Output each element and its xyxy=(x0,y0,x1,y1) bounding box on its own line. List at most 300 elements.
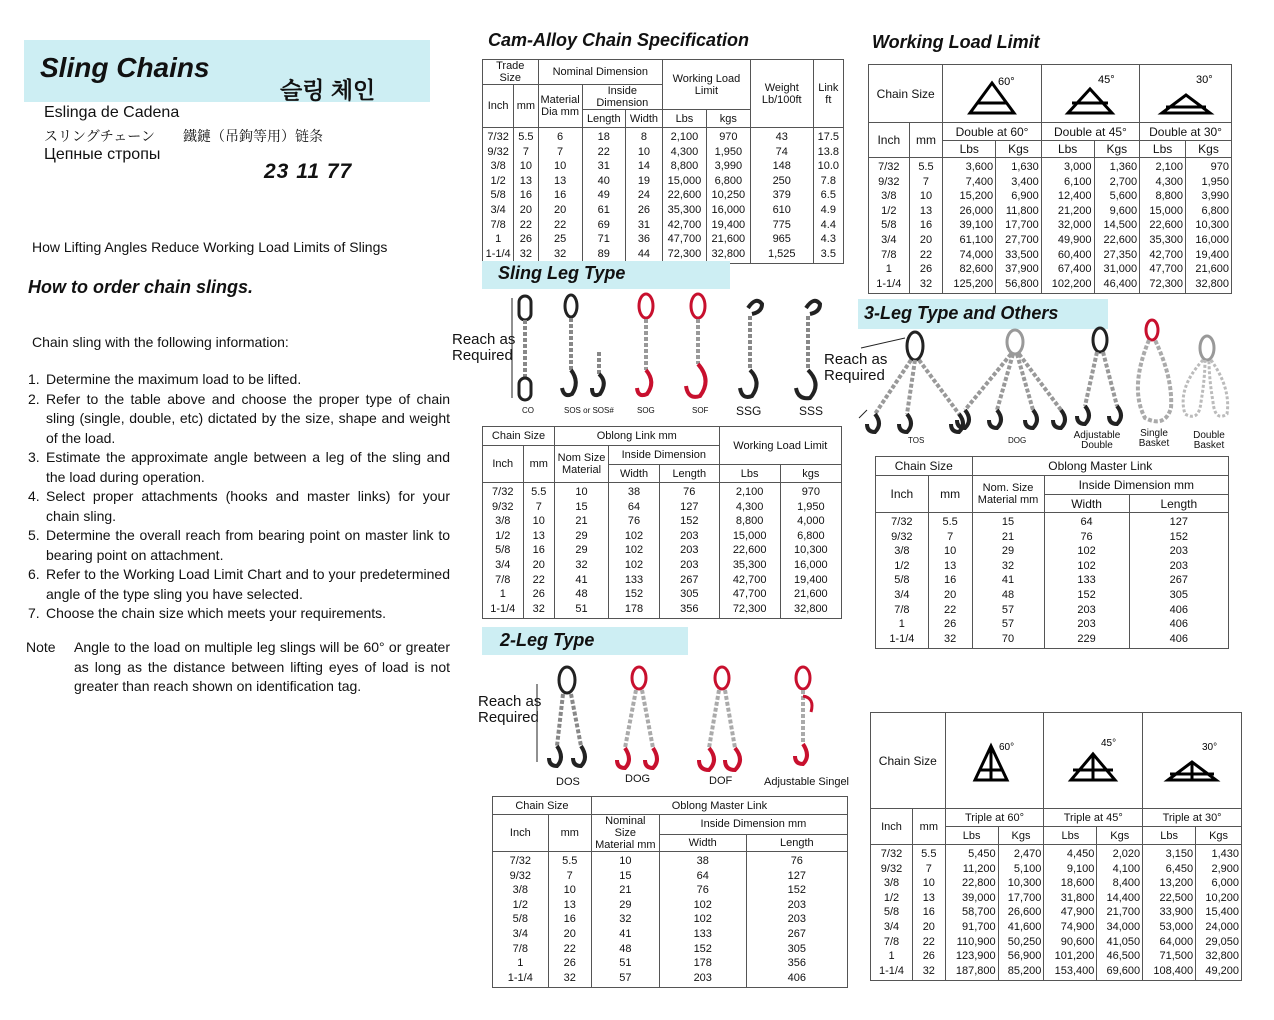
cell-value: 6,000 xyxy=(1211,877,1239,890)
cell-value: 29 xyxy=(575,544,588,557)
double-basket-illustration xyxy=(1183,336,1228,416)
cell-value: 42,700 xyxy=(1149,248,1184,261)
header-chain-size: Chain Size xyxy=(869,65,943,123)
dos-illustration xyxy=(537,667,585,766)
step-number: 1. xyxy=(28,371,40,387)
cell-value: 18 xyxy=(597,131,610,143)
cell-value: 15 xyxy=(619,869,632,882)
angle-45-label: 45° xyxy=(1098,73,1116,86)
triple-30-label: 30° xyxy=(1202,741,1218,753)
cell-value: 10 xyxy=(922,877,935,890)
cell-value: 7 xyxy=(925,862,932,875)
header-lbs: Lbs xyxy=(943,141,996,158)
cell-value: 21,600 xyxy=(794,588,828,601)
triple-45-icon xyxy=(1063,736,1123,786)
angle-30-label: 30° xyxy=(1195,73,1213,86)
cell-value: 148 xyxy=(772,160,791,173)
cell-value: 47,700 xyxy=(732,588,767,601)
cell-value: 970 xyxy=(801,486,821,498)
header-mm: mm xyxy=(523,446,554,483)
single-basket-illustration xyxy=(1138,320,1171,421)
cell-value: 1/2 xyxy=(490,174,506,187)
cell-value: 15,000 xyxy=(667,174,702,187)
header-width: Width xyxy=(609,465,660,483)
header-link: Link ft xyxy=(813,60,843,128)
order-step xyxy=(28,390,450,449)
page-title-korean: 슬링 체인 xyxy=(280,77,376,103)
col-inch xyxy=(871,845,913,981)
cell-value: 39,100 xyxy=(959,219,994,232)
cell-value: 10 xyxy=(519,160,533,173)
col-mm xyxy=(928,513,972,649)
cell-value: 3,990 xyxy=(714,160,743,173)
cell-value: 1,950 xyxy=(714,145,743,158)
cell-value: 1,525 xyxy=(767,247,796,260)
cell-value: 5.5 xyxy=(942,516,958,528)
cell-value: 16 xyxy=(919,219,933,232)
cell-value: 42,700 xyxy=(667,218,702,231)
cell-value: 970 xyxy=(1210,161,1229,173)
cell-value: 305 xyxy=(680,588,699,601)
header-inch: Inch xyxy=(876,476,929,513)
header-nom-size: Nom Size Material xyxy=(555,446,609,483)
label-sog: SOG xyxy=(637,406,655,415)
header-working-load: Working Load Limit xyxy=(662,60,750,110)
cell-value: 72,300 xyxy=(732,602,767,615)
cell-value: 16 xyxy=(519,189,533,202)
cell-value: 38 xyxy=(696,855,709,867)
cell-value: 20 xyxy=(944,588,957,601)
cell-value: 7/32 xyxy=(509,855,532,867)
cell-value: 32 xyxy=(532,602,545,615)
cell-value: 26 xyxy=(519,233,533,246)
header-inside-dimension: Inside Dimension mm xyxy=(659,815,847,835)
triple-60-icon xyxy=(965,736,1025,786)
cell-value: 102,200 xyxy=(1051,277,1092,290)
cell-value: 10 xyxy=(619,855,632,867)
cell-value: 42,700 xyxy=(732,573,767,586)
header-mm: mm xyxy=(909,123,943,158)
cell-value: 32,800 xyxy=(794,602,828,615)
triple-45-label: 45° xyxy=(1101,737,1117,749)
cell-value: 15,000 xyxy=(1149,204,1184,217)
cell-value: 1 xyxy=(495,233,502,246)
header-kgs: Kgs xyxy=(1196,827,1242,845)
cell-value: 19,400 xyxy=(794,573,828,586)
header-double-60: Double at 60° xyxy=(943,123,1041,141)
cell-value: 29 xyxy=(575,529,588,542)
header-nominal-dimension: Nominal Dimension xyxy=(538,60,662,85)
cell-value: 33,900 xyxy=(1159,906,1194,919)
cell-value: 101,200 xyxy=(1054,950,1095,963)
label-sss: SSS xyxy=(799,404,824,418)
header-oblong-master: Oblong Master Link xyxy=(591,797,847,815)
cell-value: 203 xyxy=(1077,603,1096,616)
cell-value: 32,800 xyxy=(1205,950,1239,963)
angles-caption: How Lifting Angles Reduce Working Load Limits of Slings xyxy=(32,239,388,255)
cell-value: 1,430 xyxy=(1211,848,1239,860)
col-d60-lbs xyxy=(943,158,996,294)
cell-value: 74 xyxy=(775,145,788,158)
cell-value: 32 xyxy=(519,247,533,260)
cell-value: 152 xyxy=(787,884,806,897)
cell-value: 267 xyxy=(680,573,699,586)
cell-value: 13,200 xyxy=(1159,877,1194,890)
label-adjustable-double: Adjustable Double xyxy=(1073,430,1121,451)
cell-value: 41,600 xyxy=(1007,920,1042,933)
product-code: 23 11 77 xyxy=(264,160,353,183)
header-width: Width xyxy=(1044,495,1129,513)
cell-value: 7/8 xyxy=(495,573,511,586)
cell-value: 69 xyxy=(597,218,610,231)
col-d30-lbs xyxy=(1140,158,1186,294)
cell-value: 4,300 xyxy=(670,145,699,158)
header-triple-45: Triple at 45° xyxy=(1044,809,1143,827)
cell-value: 14,400 xyxy=(1106,891,1141,904)
cell-value: 9/32 xyxy=(891,530,913,543)
header-triple-60: Triple at 60° xyxy=(945,809,1044,827)
cell-value: 13 xyxy=(919,204,933,217)
cell-value: 10,250 xyxy=(711,189,746,202)
cell-value: 3,400 xyxy=(1011,175,1039,188)
cell-value: 26 xyxy=(944,618,957,631)
header-kgs: Kgs xyxy=(996,141,1042,158)
cell-value: 203 xyxy=(693,971,712,984)
cell-value: 250 xyxy=(772,174,791,187)
header-material: Material Dia mm xyxy=(538,85,582,128)
note-label: Note xyxy=(26,639,56,655)
cell-value: 21,700 xyxy=(1106,906,1141,919)
cell-value: 3/4 xyxy=(881,233,897,246)
three-leg-illustrations xyxy=(855,318,1235,448)
cell-value: 10 xyxy=(563,884,576,897)
cell-value: 102 xyxy=(693,913,712,926)
cell-value: 35,300 xyxy=(732,558,767,571)
cell-value: 4.4 xyxy=(820,218,836,231)
cell-value: 152 xyxy=(680,515,699,528)
cell-value: 3/8 xyxy=(894,545,910,558)
header-triple-30: Triple at 30° xyxy=(1143,809,1242,827)
cell-value: 56,800 xyxy=(1005,277,1039,290)
cell-value: 24,000 xyxy=(1205,920,1239,933)
cell-value: 43 xyxy=(775,131,788,143)
cell-value: 6,800 xyxy=(797,529,825,542)
cell-value: 16 xyxy=(944,574,957,587)
cell-value: 60,400 xyxy=(1057,248,1092,261)
order-step xyxy=(28,526,450,565)
cell-value: 64 xyxy=(696,869,709,882)
cell-value: 32 xyxy=(575,558,588,571)
cell-value: 22,800 xyxy=(961,877,996,890)
cell-value: 610 xyxy=(772,203,791,216)
cell-value: 5.5 xyxy=(531,486,547,498)
cell-value: 71 xyxy=(597,233,610,246)
cell-value: 267 xyxy=(1169,574,1188,587)
cell-value: 34,000 xyxy=(1106,920,1141,933)
cell-value: 102 xyxy=(1077,545,1096,558)
cell-value: 16,000 xyxy=(794,558,828,571)
cell-value: 7/32 xyxy=(487,131,509,143)
cell-value: 21,600 xyxy=(1195,263,1229,276)
header-inch: Inch xyxy=(869,123,910,158)
cell-value: 7 xyxy=(566,869,573,882)
sog-illustration xyxy=(637,294,653,395)
header-oblong-link: Oblong Link mm xyxy=(555,427,720,446)
cell-value: 127 xyxy=(680,500,699,513)
cell-value: 57 xyxy=(1001,603,1015,616)
cell-value: 22 xyxy=(944,603,957,616)
cell-value: 2,700 xyxy=(1109,175,1138,188)
header-mm: mm xyxy=(514,85,538,128)
two-leg-illustrations xyxy=(515,664,855,780)
cell-value: 14,500 xyxy=(1103,219,1138,232)
cell-value: 153,400 xyxy=(1054,964,1095,977)
cell-value: 1,950 xyxy=(797,500,825,513)
angle-45-cell xyxy=(1041,65,1139,123)
cell-value: 7 xyxy=(947,530,954,543)
header-kgs: Kgs xyxy=(1186,141,1232,158)
cell-value: 133 xyxy=(693,927,712,940)
cell-value: 38 xyxy=(627,486,641,498)
cell-value: 305 xyxy=(1169,588,1188,601)
cell-value: 48 xyxy=(575,588,588,601)
cell-value: 17,700 xyxy=(1007,891,1042,904)
cell-value: 406 xyxy=(1169,632,1188,645)
cell-value: 27,700 xyxy=(1005,233,1039,246)
cell-value: 29,050 xyxy=(1205,935,1239,948)
cell-value: 7 xyxy=(535,500,542,513)
cell-value: 1-1/4 xyxy=(876,277,902,290)
col-mm xyxy=(909,158,943,294)
cell-value: 5/8 xyxy=(512,913,528,926)
cell-value: 203 xyxy=(1169,559,1188,572)
cell-value: 74,000 xyxy=(959,248,994,261)
cell-value: 10 xyxy=(919,190,933,203)
cell-value: 71,500 xyxy=(1159,950,1194,963)
cell-value: 133 xyxy=(624,573,644,586)
label-adjustable-singel: Adjustable Singel xyxy=(764,776,850,788)
cell-value: 102 xyxy=(624,558,644,571)
cell-value: 7 xyxy=(522,145,529,158)
step-number: 4. xyxy=(28,488,40,504)
cell-value: 22,500 xyxy=(1159,891,1194,904)
cell-value: 49,200 xyxy=(1205,964,1239,977)
cell-value: 406 xyxy=(1169,603,1188,616)
ssg-illustration xyxy=(740,301,762,397)
step-text: Refer to the table above and choose the proper type of chain sling (single, double, etc) dictated by the size, shape and weight of the load. xyxy=(46,390,450,446)
cell-value: 74,900 xyxy=(1060,920,1095,933)
cell-value: 1-1/4 xyxy=(485,247,511,260)
header-chain-size: Chain Size xyxy=(871,713,946,809)
page-title-japanese: スリングチェーン 鐵鏈（吊鉤等用）链条 xyxy=(44,128,324,144)
cell-value: 51 xyxy=(619,957,632,970)
cell-value: 3,990 xyxy=(1201,190,1229,203)
cell-value: 7.8 xyxy=(820,174,836,187)
col-nom xyxy=(591,852,659,988)
cell-value: 6,800 xyxy=(714,174,743,187)
cell-value: 11,800 xyxy=(1005,204,1039,217)
cell-value: 3/8 xyxy=(883,877,900,890)
cell-value: 5,600 xyxy=(1109,190,1138,203)
cell-value: 64 xyxy=(627,500,641,513)
cell-value: 41,050 xyxy=(1106,935,1141,948)
cell-value: 305 xyxy=(787,942,806,955)
cell-value: 21,600 xyxy=(711,233,746,246)
sof-illustration xyxy=(686,294,706,397)
cell-value: 6,100 xyxy=(1064,175,1092,188)
adjustable-double-illustration xyxy=(1077,328,1121,424)
cell-value: 127 xyxy=(787,869,806,882)
cell-value: 965 xyxy=(772,233,791,246)
cell-value: 8,800 xyxy=(735,515,764,528)
cell-value: 187,800 xyxy=(955,964,996,977)
cell-value: 102 xyxy=(624,529,644,542)
cell-value: 3/4 xyxy=(894,588,910,601)
cell-value: 203 xyxy=(680,544,699,557)
cell-value: 7/32 xyxy=(891,516,913,528)
cell-value: 47,700 xyxy=(1149,263,1184,276)
cell-value: 152 xyxy=(693,942,712,955)
cam-alloy-title: Cam-Alloy Chain Specification xyxy=(488,30,750,50)
cell-value: 2,100 xyxy=(735,486,764,498)
angle-60-icon xyxy=(962,69,1022,119)
col-inch xyxy=(869,158,910,294)
cell-value: 13 xyxy=(519,174,533,187)
cell-value: 379 xyxy=(772,189,791,202)
cell-value: 32 xyxy=(553,247,567,260)
triple-60-label: 60° xyxy=(998,741,1014,753)
cell-value: 26 xyxy=(637,203,651,216)
cell-value: 21 xyxy=(619,884,632,897)
order-step xyxy=(28,448,450,487)
cell-value: 41 xyxy=(575,573,588,586)
header-working-load: Working Load Limit xyxy=(719,427,841,465)
cell-value: 3/8 xyxy=(512,884,528,897)
cell-value: 970 xyxy=(719,131,738,143)
cell-value: 72,300 xyxy=(667,247,702,260)
cell-value: 33,500 xyxy=(1005,248,1039,261)
cell-value: 26 xyxy=(922,950,935,963)
cell-value: 10,300 xyxy=(1007,877,1042,890)
col-mm xyxy=(548,852,591,988)
cell-value: 5/8 xyxy=(883,906,900,919)
co-illustration xyxy=(512,296,531,400)
cell-value: 5/8 xyxy=(490,189,506,202)
cell-value: 31,800 xyxy=(1060,891,1095,904)
header-kgs: Kgs xyxy=(1097,827,1143,845)
cell-value: 5/8 xyxy=(495,544,511,557)
sling-leg-table xyxy=(482,426,842,619)
header-nom-size: Nom. Size Material mm xyxy=(972,476,1044,513)
cell-value: 1 xyxy=(885,263,892,276)
cell-value: 406 xyxy=(1169,618,1188,631)
cell-value: 2,100 xyxy=(1155,161,1184,173)
tos-illustration xyxy=(859,332,963,432)
cell-value: 406 xyxy=(787,971,806,984)
cell-value: 32,800 xyxy=(1195,277,1229,290)
cell-value: 4.9 xyxy=(820,203,836,216)
cell-value: 7/8 xyxy=(490,218,506,231)
cell-value: 19,400 xyxy=(1195,248,1229,261)
cell-value: 1,950 xyxy=(1201,175,1229,188)
cell-value: 4,300 xyxy=(1155,175,1184,188)
header-kgs: kgs xyxy=(780,465,841,483)
sling-leg-illustrations xyxy=(500,290,840,410)
cell-value: 9/32 xyxy=(492,500,514,513)
cell-value: 123,900 xyxy=(955,950,996,963)
cell-value: 37,900 xyxy=(1005,263,1039,276)
cell-value: 3/8 xyxy=(495,515,511,528)
order-step xyxy=(28,604,450,624)
label-co: CO xyxy=(522,406,534,415)
cell-value: 7/8 xyxy=(883,935,900,948)
col-t60-kgs xyxy=(998,845,1044,981)
cell-value: 6.5 xyxy=(820,189,836,202)
cell-value: 22,600 xyxy=(732,544,767,557)
label-tos: TOS xyxy=(908,436,925,445)
angle-note xyxy=(26,638,450,697)
cell-value: 10,200 xyxy=(1205,891,1239,904)
cell-value: 1/2 xyxy=(495,529,511,542)
cell-value: 76 xyxy=(1080,530,1093,543)
cell-value: 27,350 xyxy=(1103,248,1138,261)
cell-value: 20 xyxy=(553,203,567,216)
cell-value: 58,700 xyxy=(961,906,996,919)
cell-value: 3/4 xyxy=(490,203,506,216)
cell-value: 15,400 xyxy=(1205,906,1239,919)
cell-value: 3.5 xyxy=(820,247,836,260)
cell-value: 16 xyxy=(532,544,545,557)
cell-value: 108,400 xyxy=(1153,964,1194,977)
adjustable-singel-illustration xyxy=(795,667,812,764)
cell-value: 133 xyxy=(1077,574,1096,587)
cell-value: 25 xyxy=(553,233,567,246)
cell-value: 57 xyxy=(1001,618,1015,631)
header-inch: Inch xyxy=(871,809,913,845)
cell-value: 46,500 xyxy=(1106,950,1141,963)
cell-value: 32,800 xyxy=(711,247,746,260)
header-chain-size: Chain Size xyxy=(483,427,555,446)
cell-value: 13 xyxy=(532,529,545,542)
cell-value: 35,300 xyxy=(667,203,702,216)
order-step xyxy=(28,370,450,390)
step-number: 3. xyxy=(28,449,40,465)
cell-value: 5/8 xyxy=(881,219,897,232)
cell-value: 6,800 xyxy=(1201,204,1229,217)
sling-leg-reach: Reach as Required xyxy=(452,331,516,364)
col-mm xyxy=(913,845,946,981)
header-lbs: Lbs xyxy=(945,827,998,845)
cell-value: 8,400 xyxy=(1112,877,1141,890)
header-length: Length xyxy=(660,465,720,483)
cell-value: 76 xyxy=(627,515,641,528)
step-text: Determine the maximum load to be lifted. xyxy=(46,371,302,387)
cell-value: 4,450 xyxy=(1066,848,1095,860)
label-double-basket: Double Basket xyxy=(1193,430,1225,451)
header-double-45: Double at 45° xyxy=(1041,123,1139,141)
cell-value: 32 xyxy=(944,632,957,645)
cell-value: 3/4 xyxy=(495,558,511,571)
cell-value: 10 xyxy=(553,160,567,173)
cell-value: 29 xyxy=(1001,545,1015,558)
three-leg-table xyxy=(875,456,1229,649)
cell-value: 203 xyxy=(680,529,699,542)
cell-value: 356 xyxy=(787,957,806,970)
cell-value: 22 xyxy=(922,935,935,948)
angle-45-icon xyxy=(1060,69,1120,119)
col-t45-lbs xyxy=(1044,845,1097,981)
cell-value: 53,000 xyxy=(1159,920,1194,933)
